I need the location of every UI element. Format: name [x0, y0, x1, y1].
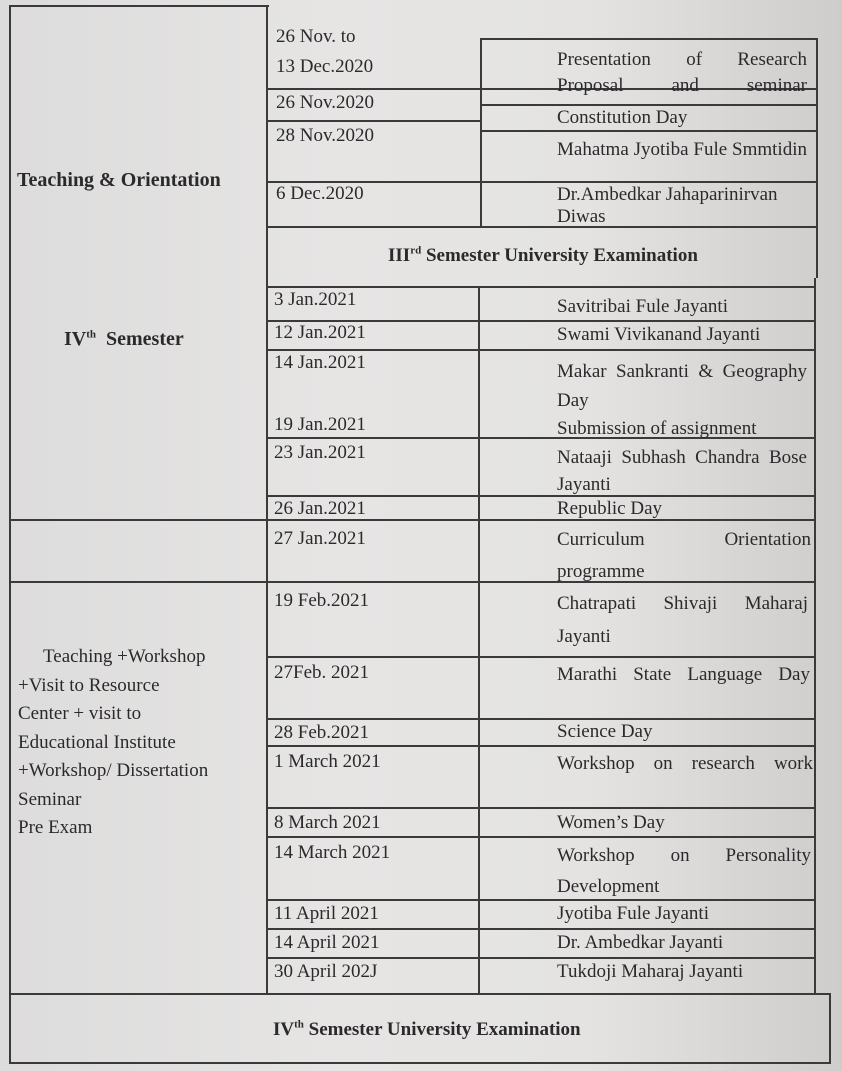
date-cell: 3 Jan.2021 — [274, 289, 357, 310]
block-line: +Workshop/ Dissertation — [18, 760, 209, 781]
date-cell: 27 Jan.2021 — [274, 528, 366, 549]
event-cell: Science Day — [557, 721, 653, 742]
rule — [816, 38, 818, 278]
rule — [266, 745, 816, 747]
date-cell: 28 Nov.2020 — [276, 125, 374, 146]
date-cell: 6 Dec.2020 — [276, 183, 364, 204]
event-cell: Republic Day — [557, 498, 663, 519]
rule — [9, 519, 816, 521]
block-line: +Visit to Resource — [18, 674, 160, 696]
date-cell: 14 April 2021 — [274, 932, 380, 953]
date-cell: 19 Jan.2021 — [274, 414, 366, 435]
rule — [266, 807, 816, 809]
event-cell: Workshop on Personality Development — [557, 845, 811, 897]
exam-heading-iii — [388, 244, 698, 267]
event-cell: Swami Vivikanand Jayanti — [557, 324, 761, 345]
semester-roman: IV — [64, 328, 87, 350]
rule — [266, 5, 268, 993]
date-cell: 28 Feb.2021 — [274, 722, 369, 743]
date-cell: 12 Jan.2021 — [274, 322, 366, 343]
exam-iv-text: Semester University Examination — [308, 1019, 581, 1040]
block-line: Center + visit to — [18, 703, 142, 724]
date-cell: 30 April 202J — [274, 961, 378, 982]
rule — [266, 928, 816, 930]
rule — [829, 994, 831, 1063]
rule — [814, 278, 816, 993]
date-cell: 1 March 2021 — [274, 751, 381, 772]
rule — [266, 836, 816, 838]
date-cell: 23 Jan.2021 — [274, 442, 366, 463]
block-label-teaching-orientation: Teaching & Orientation — [17, 169, 221, 191]
block-label-teaching-workshop — [18, 643, 208, 843]
event-cell: Mahatma Jyotiba Fule Smmtidin — [557, 139, 807, 160]
block-label-semester — [64, 328, 184, 351]
rule — [266, 120, 480, 122]
event-cell: Submission of assignment — [557, 418, 757, 439]
rule — [480, 130, 816, 132]
exam-iii-sup: rd — [410, 244, 422, 257]
rule — [9, 993, 831, 995]
event-cell: Dr. Ambedkar Jayanti — [557, 932, 724, 953]
exam-iii-text: Semester University Examination — [425, 245, 698, 266]
event-cell: Nataaji Subhash Chandra Bose Jayanti — [557, 447, 807, 495]
block-line: Educational Institute — [18, 731, 176, 753]
date-cell: 26 Nov.2020 — [276, 92, 374, 113]
date-cell: 27Feb. 2021 — [274, 662, 369, 683]
date-cell: 14 March 2021 — [274, 842, 391, 863]
rule — [478, 286, 480, 993]
event-cell: Workshop on research work — [557, 753, 813, 774]
event-cell: Marathi State Language Day — [557, 664, 810, 685]
date-cell: 26 Nov. to 13 Dec.2020 — [276, 26, 374, 77]
block-line: Seminar — [18, 788, 82, 810]
rule — [266, 957, 816, 959]
block-line: Teaching +Workshop — [43, 646, 206, 667]
date-cell: 14 Jan.2021 — [274, 352, 366, 373]
rule — [266, 656, 816, 658]
rule — [9, 5, 269, 7]
event-cell: Dr.Ambedkar Jahaparinirvan Diwas — [557, 184, 778, 227]
event-cell: Tukdoji Maharaj Jayanti — [557, 961, 744, 982]
block-line: Pre Exam — [18, 817, 93, 838]
event-cell: Chatrapati Shivaji Maharaj Jayanti — [557, 593, 808, 647]
rule — [480, 38, 482, 226]
event-cell: Presentation of Research Proposal and seminar — [557, 49, 807, 96]
exam-iii-roman: III — [388, 245, 411, 266]
rule — [266, 718, 816, 720]
date-cell: 8 March 2021 — [274, 812, 381, 833]
rule — [9, 5, 11, 1063]
event-cell: Savitribai Fule Jayanti — [557, 296, 728, 317]
date-cell: 11 April 2021 — [274, 903, 379, 924]
date-cell: 19 Feb.2021 — [274, 590, 369, 611]
event-cell: Constitution Day — [557, 107, 688, 128]
exam-iv-roman: IV — [273, 1019, 295, 1040]
rule — [480, 38, 818, 40]
event-cell: Jyotiba Fule Jayanti — [557, 903, 709, 924]
event-cell: Curriculum Orientation programme — [557, 529, 811, 582]
event-cell: Women’s Day — [557, 812, 665, 833]
semester-sup: th — [86, 328, 97, 341]
semester-word: Semester — [106, 328, 184, 350]
event-cell: Makar Sankranti & Geography Day — [557, 361, 807, 411]
date-cell: 26 Jan.2021 — [274, 498, 366, 519]
exam-iv-sup: th — [294, 1018, 304, 1031]
exam-heading-iv — [273, 1018, 581, 1041]
rule — [9, 1062, 831, 1064]
